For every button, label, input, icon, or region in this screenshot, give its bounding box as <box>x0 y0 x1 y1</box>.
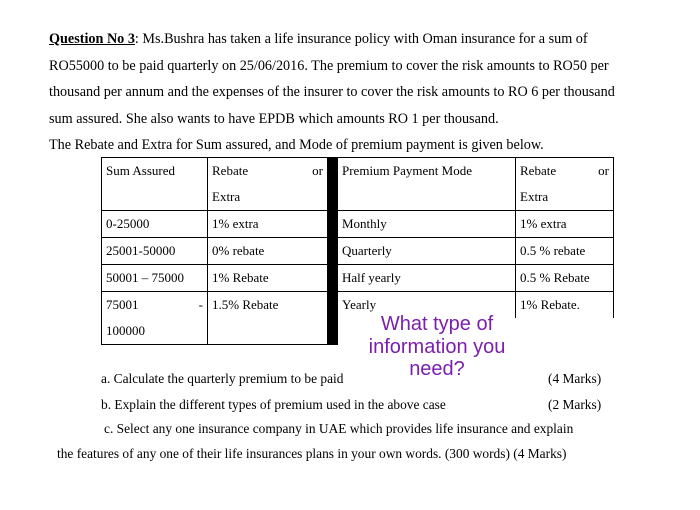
cell-sum: 25001-50000 <box>102 238 208 265</box>
table-row <box>102 238 614 265</box>
subquestion-c-continued: the features of any one of their life insurances plans in your own words. (300 words) (4 Marks) <box>57 446 567 461</box>
overlay-line-2: information you <box>368 335 506 358</box>
question-line-5: The Rebate and Extra for Sum assured, and Mode of premium payment is given below. <box>49 137 544 153</box>
header-rebate-extra-right: Rebate or <box>516 158 614 185</box>
cell-mode: Monthly <box>338 211 516 238</box>
table-header-row-2 <box>102 184 614 211</box>
cell-rate: 1% extra <box>208 211 328 238</box>
header-premium-mode: Premium Payment Mode <box>338 158 516 185</box>
header-extra-right: Extra <box>516 184 614 211</box>
cell-mode-rate: 1% extra <box>516 211 614 238</box>
cell-sum: 75001 - <box>102 292 208 319</box>
marks-a: (4 Marks) <box>548 371 602 386</box>
subquestion-c: c. Select any one insurance company in UAE which provides life insurance and explain <box>104 421 574 436</box>
cell-mode: Half yearly <box>338 265 516 292</box>
question-line-1: : Ms.Bushra has taken a life insurance policy with Oman insurance for a sum of <box>134 31 588 47</box>
header-sum-assured: Sum Assured <box>102 158 208 185</box>
cell-rate: 1.5% Rebate <box>208 292 328 345</box>
header-rebate-extra-left: Rebate or <box>208 158 328 185</box>
overlay-annotation <box>352 313 522 381</box>
cell-mode: Quarterly <box>338 238 516 265</box>
header-extra-left: Extra <box>208 184 328 211</box>
cell-sum-last: 100000 <box>102 318 208 345</box>
table-row <box>102 211 614 238</box>
cell-mode-rate: 0.5 % rebate <box>516 238 614 265</box>
overlay-line-1: What type of <box>380 313 494 335</box>
cell-rate: 0% rebate <box>208 238 328 265</box>
question-line-2: RO55000 to be paid quarterly on 25/06/2016. The premium to cover the risk amounts to RO50 per <box>49 57 609 74</box>
black-divider <box>328 158 338 345</box>
table-row <box>102 265 614 292</box>
subquestion-b: b. Explain the different types of premium used in the above case <box>101 397 446 412</box>
marks-b: (2 Marks) <box>548 397 602 412</box>
cell-sum: 0-25000 <box>102 211 208 238</box>
question-heading: Question No 3 <box>49 31 135 47</box>
question-line-4: sum assured. She also wants to have EPDB which amounts RO 1 per thousand. <box>49 110 499 127</box>
cell-rate: 1% Rebate <box>208 265 328 292</box>
overlay-line-3: need? <box>409 358 465 380</box>
subquestion-a: a. Calculate the quarterly premium to be paid <box>101 371 344 386</box>
question-text <box>49 26 649 159</box>
cell-mode-rate: 1% Rebate. <box>516 292 614 319</box>
table-header-row <box>102 158 614 185</box>
cell-mode: Yearly <box>338 292 516 319</box>
question-line-3: thousand per annum and the expenses of the insurer to cover the risk amounts to RO 6 per thousand <box>49 84 615 100</box>
cell-mode-rate: 0.5 % Rebate <box>516 265 614 292</box>
cell-sum: 50001 – 75000 <box>102 265 208 292</box>
